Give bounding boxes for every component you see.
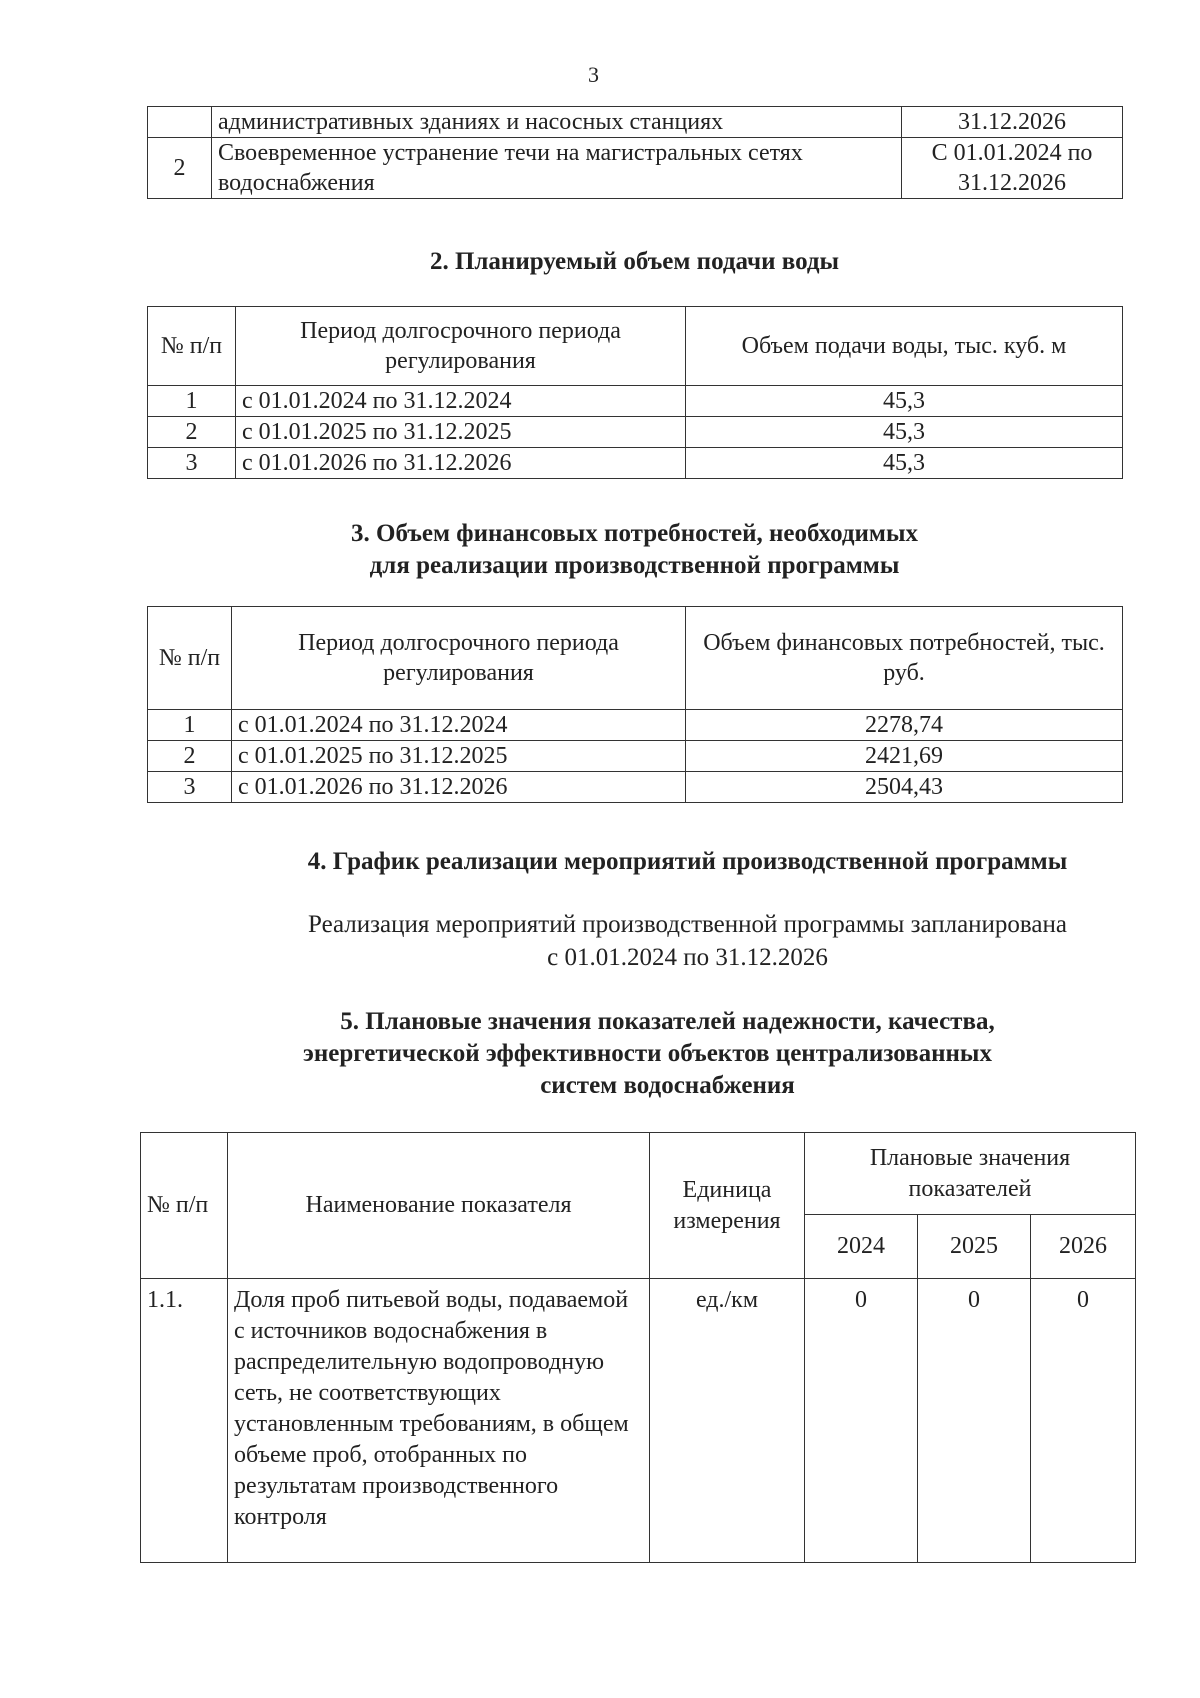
measure-period: С 01.01.2024 по 31.12.2026 xyxy=(902,138,1123,199)
indicators-table xyxy=(140,1132,1136,1563)
indicator-unit: ед./км xyxy=(650,1279,805,1563)
table-header-row xyxy=(141,1133,1136,1215)
row-period: с 01.01.2026 по 31.12.2026 xyxy=(232,772,686,803)
indicator-name: Доля проб питьевой воды, подаваемой с источников водоснабжения в распределительную водопроводную сеть, не соответствующих установленным требованиям, в общем объеме проб, отобранных по результатам производственного контроля xyxy=(228,1279,650,1563)
value-2026: 0 xyxy=(1031,1279,1136,1563)
row-number xyxy=(148,107,212,138)
section-5-heading xyxy=(180,1006,1155,1102)
row-number: 3 xyxy=(148,772,232,803)
water-supply-table xyxy=(147,306,1123,479)
row-period: с 01.01.2024 по 31.12.2024 xyxy=(232,710,686,741)
page-number: 3 xyxy=(588,62,599,87)
header-value: Объем подачи воды, тыс. куб. м xyxy=(686,307,1123,386)
row-number: 1 xyxy=(148,386,236,417)
table-row xyxy=(148,772,1123,803)
value-2024: 0 xyxy=(805,1279,918,1563)
header-name: Наименование показателя xyxy=(228,1133,650,1279)
row-value: 2278,74 xyxy=(686,710,1123,741)
row-value: 2421,69 xyxy=(686,741,1123,772)
measures-table xyxy=(147,106,1123,199)
table-header-row xyxy=(148,607,1123,710)
value-2025: 0 xyxy=(918,1279,1031,1563)
header-year-2025: 2025 xyxy=(918,1215,1031,1279)
section-5-title-line3: систем водоснабжения xyxy=(540,1072,795,1099)
table-row xyxy=(148,386,1123,417)
section-4-text-line2: с 01.01.2024 по 31.12.2026 xyxy=(547,944,828,971)
row-value: 45,3 xyxy=(686,417,1123,448)
header-num: № п/п xyxy=(141,1133,228,1279)
row-number: 1.1. xyxy=(141,1279,228,1563)
section-3-title-line1: 3. Объем финансовых потребностей, необходимых xyxy=(351,520,918,547)
section-5-title-line2: энергетической эффективности объектов централизованных xyxy=(303,1040,992,1067)
section-3-title-line2: для реализации производственной программы xyxy=(369,552,900,579)
section-4-text-line1: Реализация мероприятий производственной программы запланирована xyxy=(308,911,1067,938)
measure-text: административных зданиях и насосных станциях xyxy=(212,107,902,138)
measure-period: 31.12.2026 xyxy=(902,107,1123,138)
section-5-title-line1: 5. Плановые значения показателей надежности, качества, xyxy=(340,1008,995,1035)
measure-text: Своевременное устранение течи на магистральных сетях водоснабжения xyxy=(212,138,902,199)
section-2-title: 2. Планируемый объем подачи воды xyxy=(429,248,840,275)
row-period: с 01.01.2025 по 31.12.2025 xyxy=(236,417,686,448)
row-number: 1 xyxy=(148,710,232,741)
header-num: № п/п xyxy=(148,307,236,386)
row-value: 45,3 xyxy=(686,448,1123,479)
financial-needs-table xyxy=(147,606,1123,803)
header-planned: Плановые значения показателей xyxy=(805,1133,1136,1215)
table-row xyxy=(148,741,1123,772)
table-row xyxy=(141,1279,1136,1563)
table-row xyxy=(148,710,1123,741)
row-value: 2504,43 xyxy=(686,772,1123,803)
header-unit: Единица измерения xyxy=(650,1133,805,1279)
table-row xyxy=(148,448,1123,479)
table-header-row xyxy=(148,307,1123,386)
section-3-heading xyxy=(147,518,1122,582)
table-row xyxy=(148,417,1123,448)
header-period: Период долгосрочного периода регулирования xyxy=(236,307,686,386)
header-year-2024: 2024 xyxy=(805,1215,918,1279)
section-4-title: 4. График реализации мероприятий производственной программы xyxy=(307,848,1068,875)
row-value: 45,3 xyxy=(686,386,1123,417)
table-row xyxy=(148,107,1123,138)
table-row xyxy=(148,138,1123,199)
header-num: № п/п xyxy=(148,607,232,710)
row-number: 2 xyxy=(148,417,236,448)
row-period: с 01.01.2024 по 31.12.2024 xyxy=(236,386,686,417)
header-year-2026: 2026 xyxy=(1031,1215,1136,1279)
row-number: 3 xyxy=(148,448,236,479)
section-4-text xyxy=(200,908,1175,974)
row-period: с 01.01.2026 по 31.12.2026 xyxy=(236,448,686,479)
header-value: Объем финансовых потребностей, тыс. руб. xyxy=(686,607,1123,710)
row-number: 2 xyxy=(148,138,212,199)
row-period: с 01.01.2025 по 31.12.2025 xyxy=(232,741,686,772)
header-period: Период долгосрочного периода регулирования xyxy=(232,607,686,710)
row-number: 2 xyxy=(148,741,232,772)
